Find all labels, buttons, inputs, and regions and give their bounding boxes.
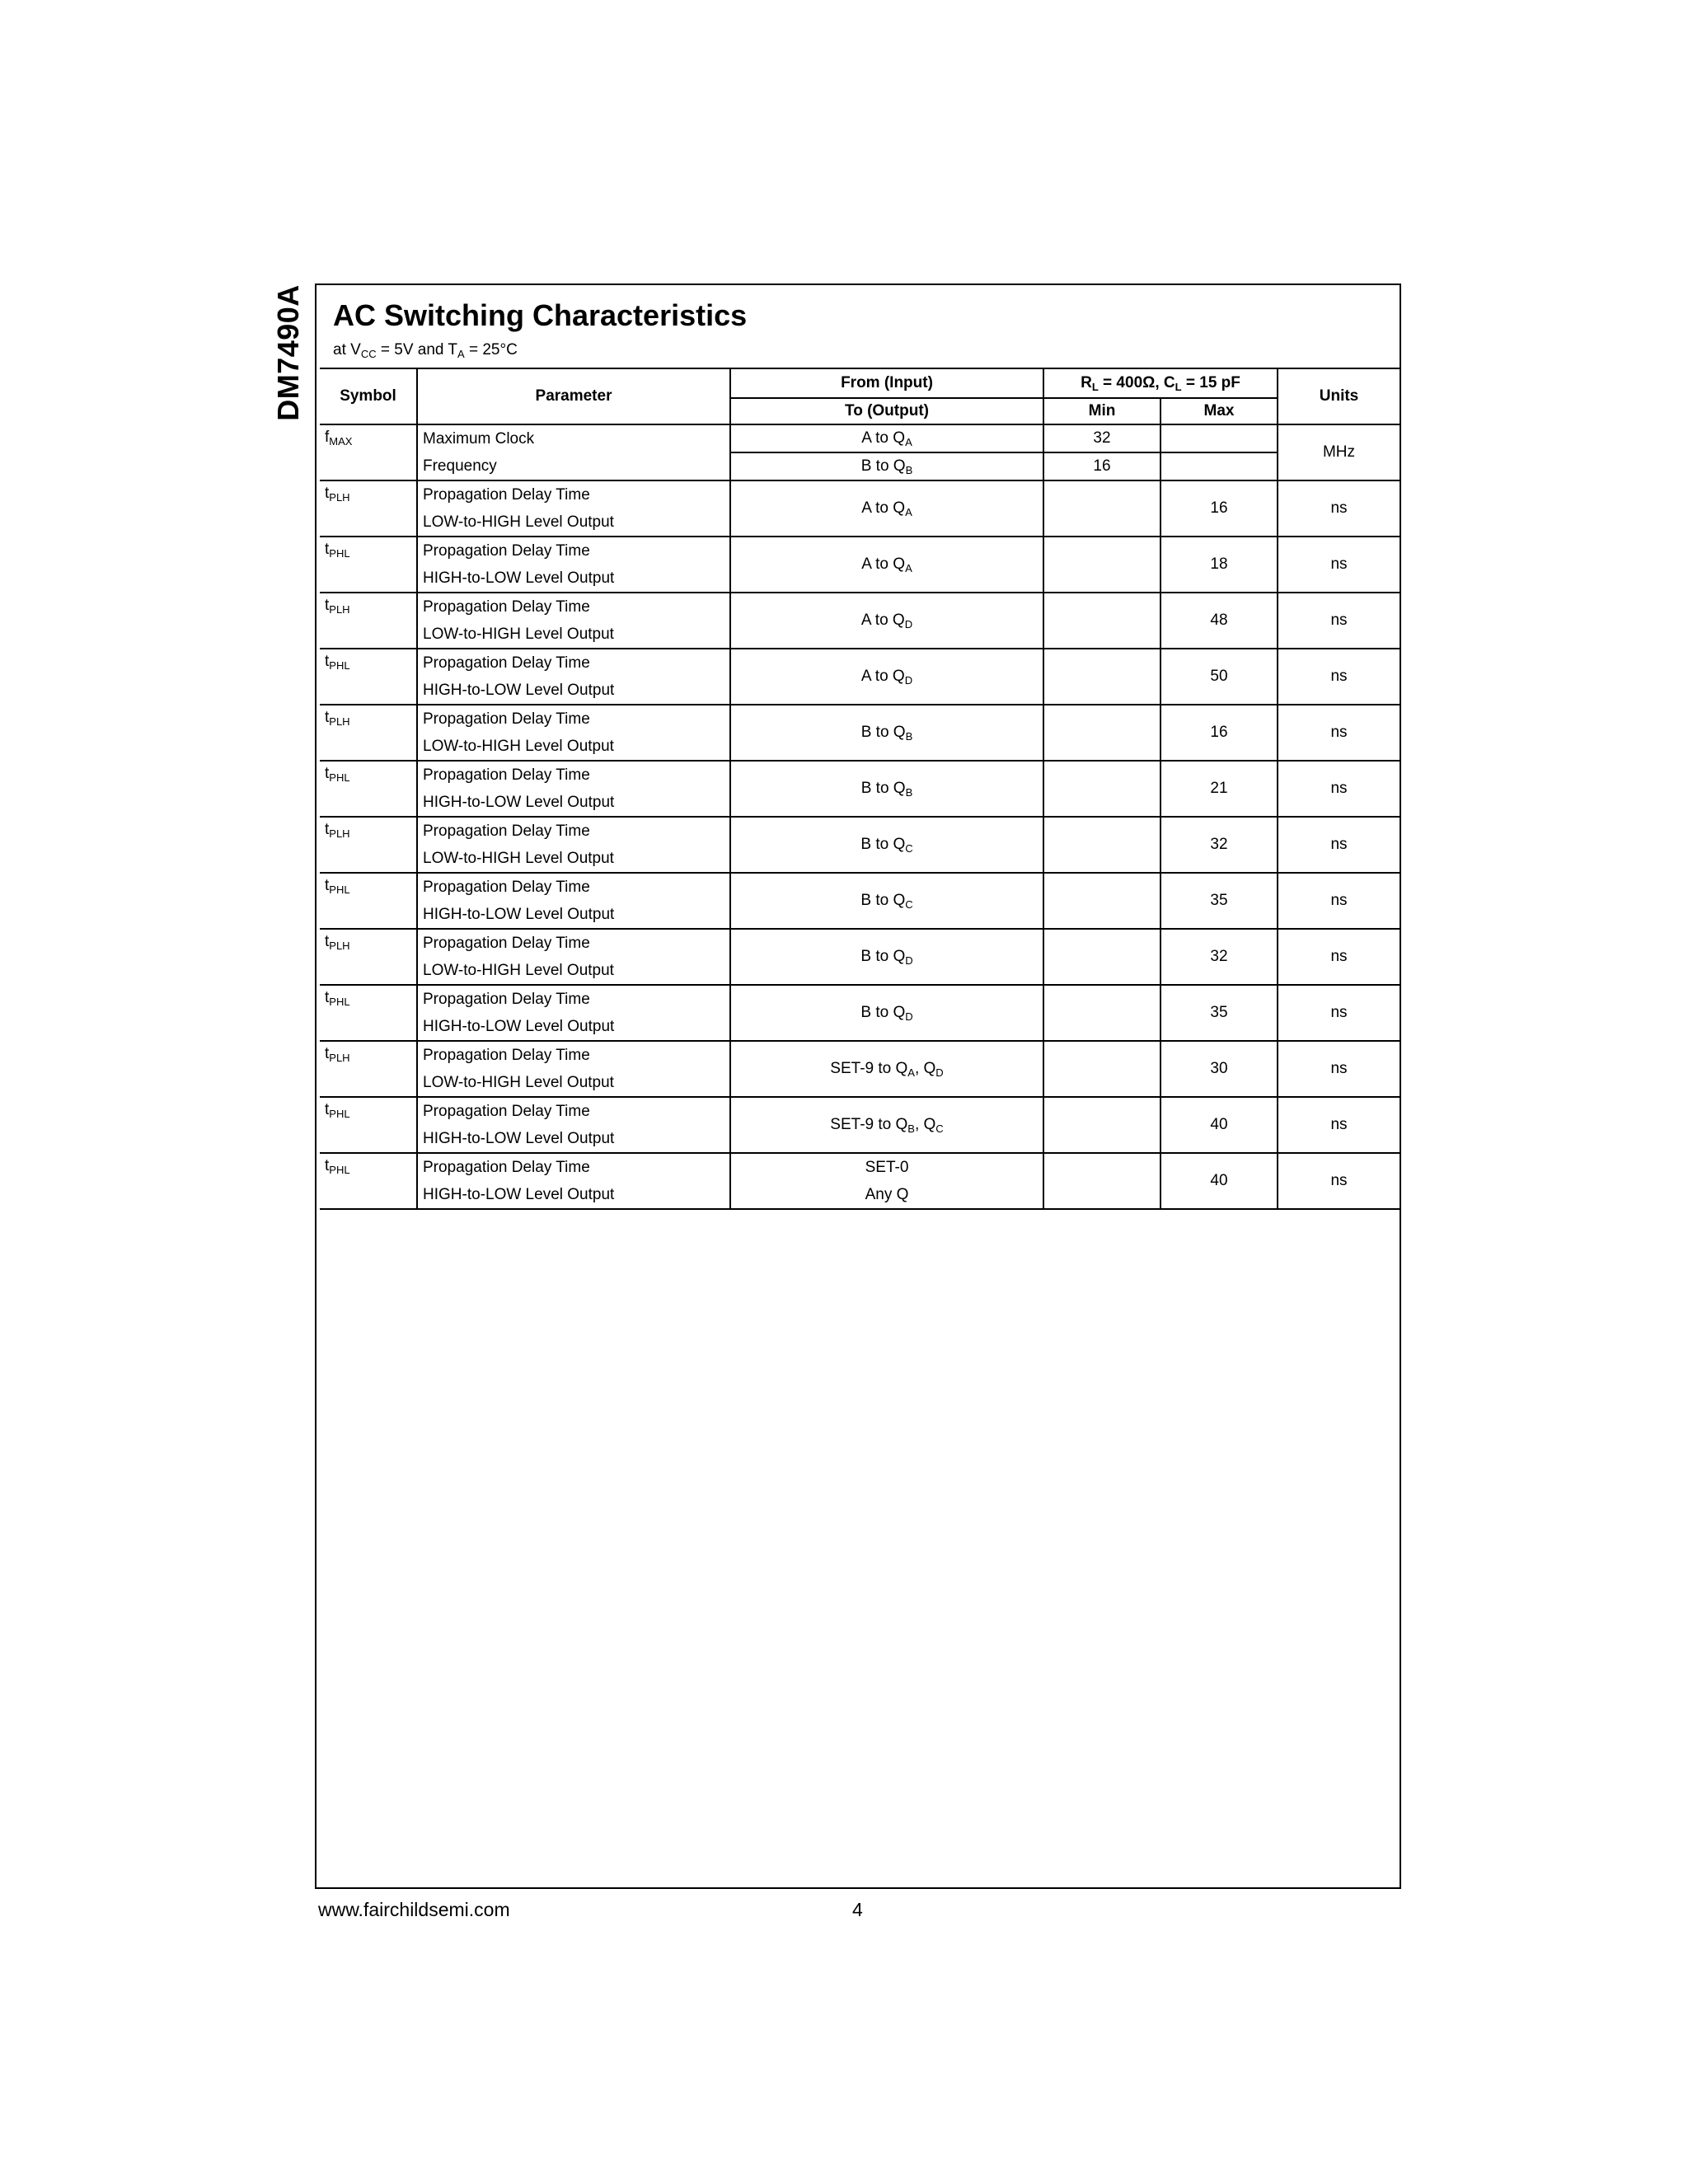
max-cell: 35 — [1160, 985, 1278, 1041]
symbol-cell: $t_{PHL}$ — [320, 649, 417, 705]
table-row — [320, 537, 1400, 593]
header-units: Units — [1278, 368, 1400, 424]
path-cell: B to $Q_B$ — [730, 761, 1043, 817]
parameter-cell: Propagation Delay Time LOW-to-HIGH Level Output — [417, 817, 730, 873]
symbol-cell: $t_{PLH}$ — [320, 480, 417, 537]
table-row — [320, 593, 1400, 649]
path-cell: B to $Q_C$ — [730, 873, 1043, 929]
parameter-cell: Propagation Delay Time HIGH-to-LOW Level Output — [417, 985, 730, 1041]
parameter-cell: Propagation Delay Time LOW-to-HIGH Level Output — [417, 480, 730, 537]
path-cell: A to $Q_A$ — [730, 424, 1043, 452]
parameter-cell: Propagation Delay Time HIGH-to-LOW Level Output — [417, 873, 730, 929]
parameter-cell: Maximum Clock Frequency — [417, 424, 730, 480]
parameter-cell: Propagation Delay Time HIGH-to-LOW Level Output — [417, 649, 730, 705]
symbol-cell: $t_{PHL}$ — [320, 985, 417, 1041]
path-cell: B to $Q_B$ — [730, 452, 1043, 480]
header-from: From (Input) — [730, 368, 1043, 398]
units-cell: ns — [1278, 985, 1400, 1041]
path-cell: A to $Q_D$ — [730, 593, 1043, 649]
units-cell: ns — [1278, 817, 1400, 873]
units-cell: ns — [1278, 1153, 1400, 1209]
table-row — [320, 1097, 1400, 1153]
path-cell: A to $Q_A$ — [730, 480, 1043, 537]
min-cell — [1043, 649, 1160, 705]
header-max: Max — [1160, 398, 1278, 424]
parameter-cell: Propagation Delay Time LOW-to-HIGH Level Output — [417, 593, 730, 649]
units-cell: ns — [1278, 1097, 1400, 1153]
table-row — [320, 1041, 1400, 1097]
min-cell — [1043, 593, 1160, 649]
header-to: To (Output) — [730, 398, 1043, 424]
table-row — [320, 705, 1400, 761]
header-min: Min — [1043, 398, 1160, 424]
symbol-cell: $t_{PHL}$ — [320, 1153, 417, 1209]
max-cell: 32 — [1160, 929, 1278, 985]
section-heading: AC Switching Characteristics — [333, 298, 748, 332]
symbol-cell: $t_{PLH}$ — [320, 929, 417, 985]
path-cell: A to $Q_A$ — [730, 537, 1043, 593]
footer-url: www.fairchildsemi.com — [318, 1899, 510, 1920]
min-cell — [1043, 1153, 1160, 1209]
ac-switching-table — [320, 368, 1400, 1210]
max-cell: 40 — [1160, 1153, 1278, 1209]
path-cell: SET-9 to $Q_A$, $Q_D$ — [730, 1041, 1043, 1097]
parameter-cell: Propagation Delay Time HIGH-to-LOW Level Output — [417, 537, 730, 593]
units-cell: ns — [1278, 1041, 1400, 1097]
path-cell: B to $Q_D$ — [730, 929, 1043, 985]
path-cell: SET-9 to $Q_B$, $Q_C$ — [730, 1097, 1043, 1153]
path-cell: B to $Q_B$ — [730, 705, 1043, 761]
symbol-cell: $f_{MAX}$ — [320, 424, 417, 480]
units-cell: ns — [1278, 593, 1400, 649]
symbol-cell: $t_{PHL}$ — [320, 537, 417, 593]
min-cell — [1043, 761, 1160, 817]
symbol-cell: $t_{PHL}$ — [320, 1097, 417, 1153]
units-cell: ns — [1278, 705, 1400, 761]
min-cell: 32 — [1043, 424, 1160, 452]
units-cell: ns — [1278, 873, 1400, 929]
symbol-cell: $t_{PLH}$ — [320, 705, 417, 761]
table-row — [320, 1153, 1400, 1209]
min-cell — [1043, 817, 1160, 873]
path-cell: B to $Q_D$ — [730, 985, 1043, 1041]
min-cell — [1043, 929, 1160, 985]
max-cell: 18 — [1160, 537, 1278, 593]
symbol-cell: $t_{PHL}$ — [320, 761, 417, 817]
units-cell: ns — [1278, 649, 1400, 705]
units-cell: ns — [1278, 761, 1400, 817]
header-symbol: Symbol — [320, 368, 417, 424]
min-cell — [1043, 537, 1160, 593]
table-row — [320, 817, 1400, 873]
max-cell — [1160, 452, 1278, 480]
max-cell: 16 — [1160, 705, 1278, 761]
table-header-row — [320, 368, 1400, 398]
max-cell: 30 — [1160, 1041, 1278, 1097]
path-cell: SET-0 Any Q — [730, 1153, 1043, 1209]
min-cell — [1043, 1041, 1160, 1097]
table-row — [320, 480, 1400, 537]
max-cell: 40 — [1160, 1097, 1278, 1153]
parameter-cell: Propagation Delay Time HIGH-to-LOW Level Output — [417, 1153, 730, 1209]
path-cell: B to $Q_C$ — [730, 817, 1043, 873]
max-cell: 16 — [1160, 480, 1278, 537]
symbol-cell: $t_{PLH}$ — [320, 593, 417, 649]
parameter-cell: Propagation Delay Time HIGH-to-LOW Level Output — [417, 1097, 730, 1153]
parameter-cell: Propagation Delay Time HIGH-to-LOW Level Output — [417, 761, 730, 817]
max-cell — [1160, 424, 1278, 452]
header-parameter: Parameter — [417, 368, 730, 424]
side-title — [270, 279, 307, 427]
units-cell: ns — [1278, 929, 1400, 985]
min-cell: 16 — [1043, 452, 1160, 480]
symbol-cell: $t_{PLH}$ — [320, 1041, 417, 1097]
min-cell — [1043, 480, 1160, 537]
max-cell: 50 — [1160, 649, 1278, 705]
content-frame — [315, 284, 1401, 1889]
table-row — [320, 649, 1400, 705]
table-row — [320, 761, 1400, 817]
max-cell: 48 — [1160, 593, 1278, 649]
header-load-conditions: $R_L = 400\Omega$, $C_L = 15$ pF — [1043, 368, 1278, 398]
units-cell: ns — [1278, 537, 1400, 593]
symbol-cell: $t_{PHL}$ — [320, 873, 417, 929]
symbol-cell: $t_{PLH}$ — [320, 817, 417, 873]
table-row — [320, 929, 1400, 985]
side-title-text: DM7490A — [271, 284, 306, 421]
max-cell: 32 — [1160, 817, 1278, 873]
path-cell: A to $Q_D$ — [730, 649, 1043, 705]
min-cell — [1043, 705, 1160, 761]
max-cell: 21 — [1160, 761, 1278, 817]
min-cell — [1043, 985, 1160, 1041]
table-row — [320, 873, 1400, 929]
units-cell: ns — [1278, 480, 1400, 537]
parameter-cell: Propagation Delay Time LOW-to-HIGH Level Output — [417, 929, 730, 985]
page-number: 4 — [852, 1899, 863, 1920]
table-row — [320, 985, 1400, 1041]
parameter-cell: Propagation Delay Time LOW-to-HIGH Level Output — [417, 705, 730, 761]
test-conditions: at $V_{CC} = 5V$ and $T_A = 25^\circ C$ — [333, 341, 518, 360]
units-cell: MHz — [1278, 424, 1400, 480]
table-row-fmax — [320, 424, 1400, 452]
min-cell — [1043, 1097, 1160, 1153]
min-cell — [1043, 873, 1160, 929]
max-cell: 35 — [1160, 873, 1278, 929]
parameter-cell: Propagation Delay Time LOW-to-HIGH Level Output — [417, 1041, 730, 1097]
